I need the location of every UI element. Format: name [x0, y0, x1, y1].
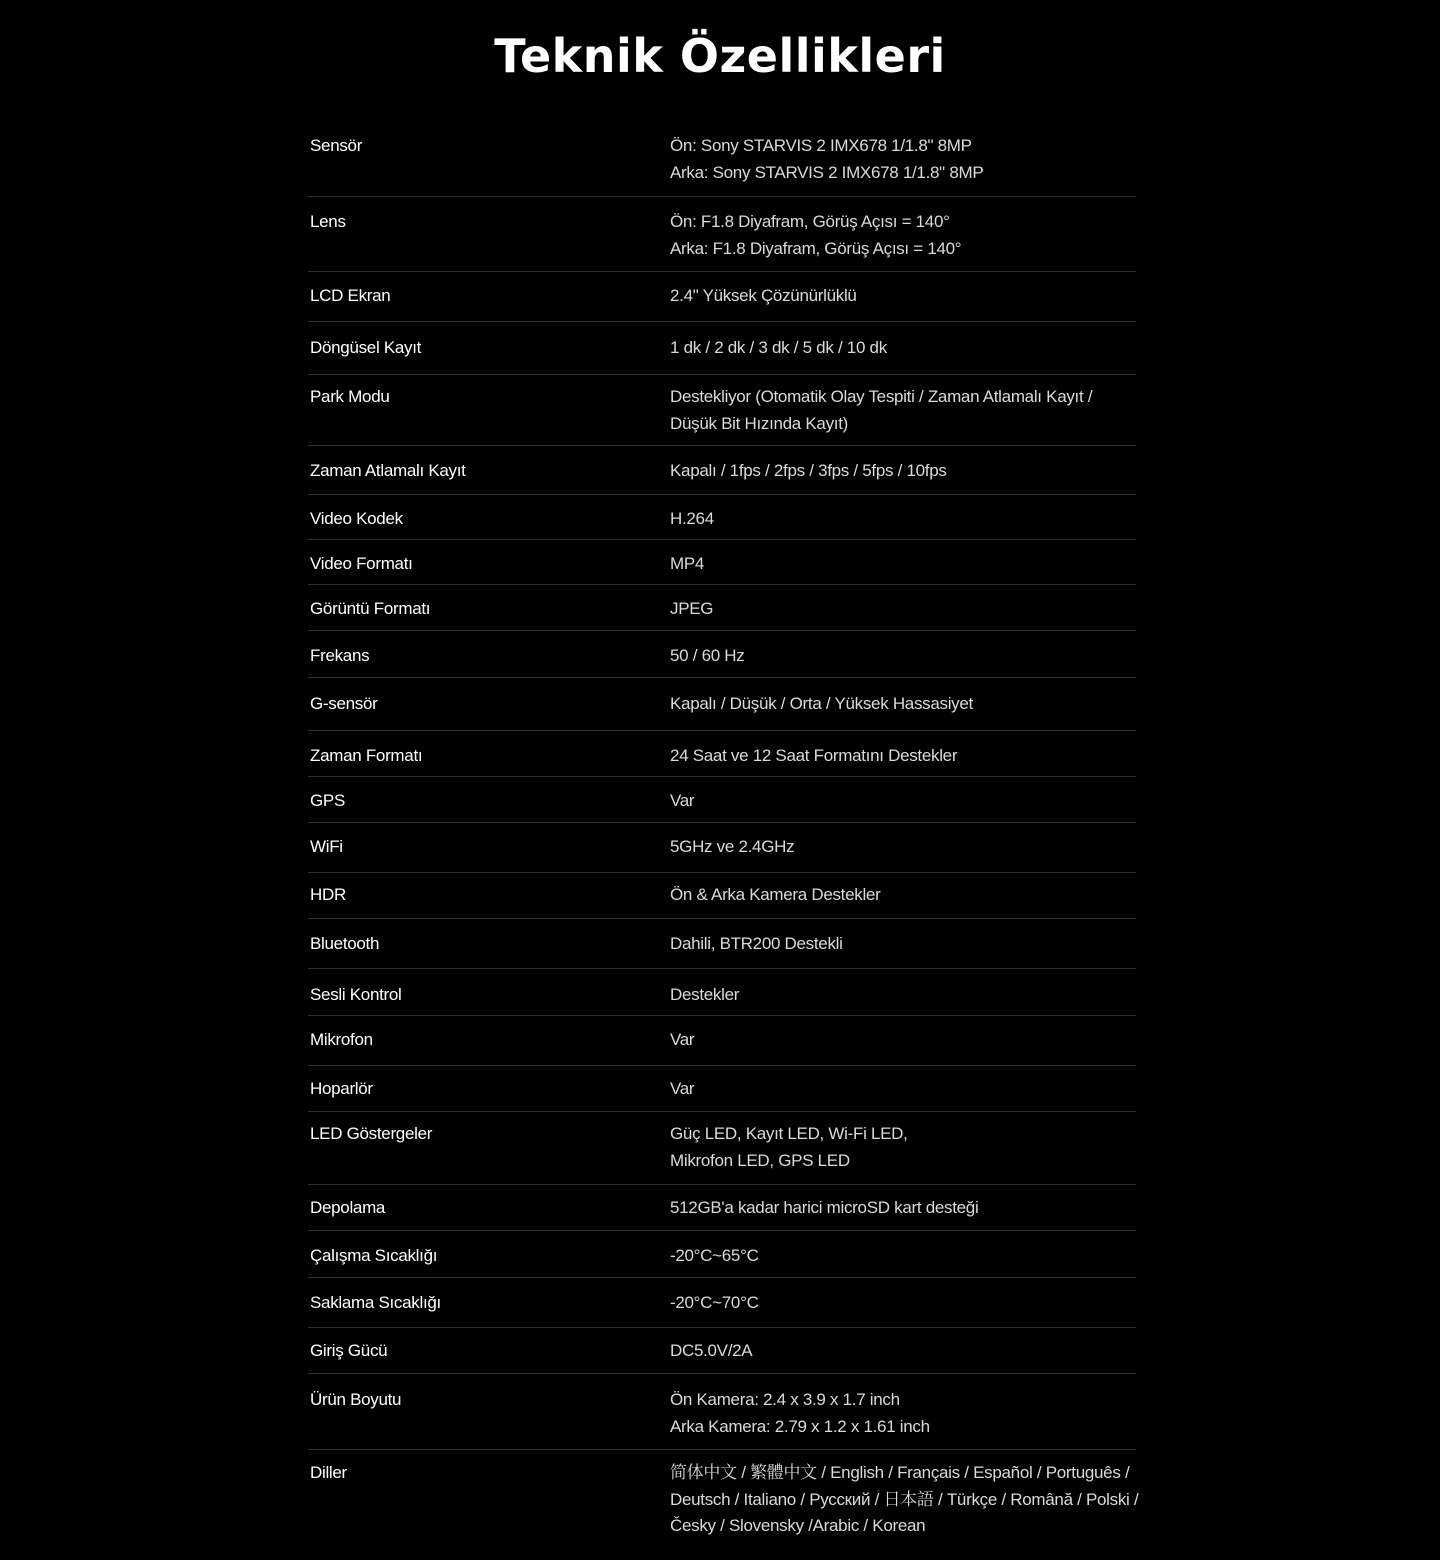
spec-label: Saklama Sıcaklığı [310, 1293, 441, 1312]
spec-value: MP4 [670, 554, 705, 573]
spec-row [308, 631, 1136, 678]
spec-row [308, 1016, 1136, 1066]
spec-table [308, 120, 1139, 1560]
spec-label: Sensör [310, 136, 363, 155]
spec-label: Zaman Atlamalı Kayıt [310, 461, 466, 480]
spec-label: Çalışma Sıcaklığı [310, 1246, 438, 1265]
spec-value: 512GB'a kadar harici microSD kart desteği [670, 1198, 979, 1217]
spec-row [308, 731, 1136, 777]
spec-value: Dahili, BTR200 Destekli [670, 934, 843, 953]
spec-value: Güç LED, Kayıt LED, Wi-Fi LED, Mikrofon LED, GPS LED [670, 1124, 908, 1170]
spec-value: Var [670, 791, 695, 810]
spec-value: Kapalı / 1fps / 2fps / 3fps / 5fps / 10fps [670, 461, 947, 480]
spec-label: Zaman Formatı [310, 746, 423, 765]
spec-value: Ön Kamera: 2.4 x 3.9 x 1.7 inch Arka Kamera: 2.79 x 1.2 x 1.61 inch [670, 1390, 930, 1436]
spec-label: Ürün Boyutu [310, 1390, 402, 1409]
spec-row [308, 1374, 1136, 1450]
spec-value: Destekler [670, 985, 740, 1004]
spec-value: Ön & Arka Kamera Destekler [670, 885, 881, 904]
spec-row [308, 197, 1136, 272]
spec-row [308, 446, 1136, 495]
spec-label: Görüntü Formatı [310, 599, 431, 618]
spec-row [308, 777, 1136, 823]
spec-row [308, 823, 1136, 873]
spec-row [308, 1185, 1136, 1231]
spec-value: -20°C~65°C [670, 1246, 759, 1265]
page-title: Teknik Özellikleri [494, 29, 946, 83]
spec-value: 50 / 60 Hz [670, 646, 745, 665]
spec-label: Depolama [310, 1198, 386, 1217]
spec-label: Bluetooth [310, 934, 380, 953]
spec-row [308, 873, 1136, 919]
spec-label: GPS [310, 791, 346, 810]
spec-value: 1 dk / 2 dk / 3 dk / 5 dk / 10 dk [670, 338, 887, 357]
spec-row [308, 1112, 1136, 1185]
spec-value: Ön: Sony STARVIS 2 IMX678 1/1.8" 8MP Arka: Sony STARVIS 2 IMX678 1/1.8" 8MP [670, 136, 984, 182]
spec-value: DC5.0V/2A [670, 1341, 753, 1360]
spec-label: G-sensör [310, 694, 378, 713]
spec-label: Video Kodek [310, 509, 403, 528]
spec-label: LED Göstergeler [310, 1124, 433, 1143]
spec-label: Sesli Kontrol [310, 985, 402, 1004]
spec-value: 简体中文 / 繁體中文 / English / Français / Español / Português / Deutsch / Italiano / Русский / 日本語 / Türkçe / Română / Polski / Česky / Slovensky /Arabic / Korean [670, 1463, 1139, 1535]
spec-row [308, 540, 1136, 585]
spec-label: Park Modu [310, 387, 390, 406]
spec-value: -20°C~70°C [670, 1293, 759, 1312]
spec-value: 2.4" Yüksek Çözünürlüklü [670, 286, 857, 305]
spec-row [308, 120, 1136, 197]
spec-label: Hoparlör [310, 1079, 373, 1098]
spec-value: Ön: F1.8 Diyafram, Görüş Açısı = 140° Arka: F1.8 Diyafram, Görüş Açısı = 140° [670, 212, 962, 258]
spec-label: Döngüsel Kayıt [310, 338, 422, 357]
spec-row [308, 969, 1136, 1016]
spec-row [308, 919, 1136, 969]
spec-label: Lens [310, 212, 346, 231]
spec-row [308, 375, 1136, 446]
spec-label: LCD Ekran [310, 286, 391, 305]
spec-label: Diller [310, 1463, 347, 1482]
spec-value: Var [670, 1079, 695, 1098]
spec-row [308, 1278, 1136, 1328]
spec-row [308, 1066, 1136, 1112]
spec-value: 5GHz ve 2.4GHz [670, 837, 795, 856]
spec-label: Video Formatı [310, 554, 413, 573]
spec-label: Mikrofon [310, 1030, 373, 1049]
spec-value: JPEG [670, 599, 714, 618]
spec-label: Frekans [310, 646, 370, 665]
spec-label: Giriş Gücü [310, 1341, 388, 1360]
spec-value: 24 Saat ve 12 Saat Formatını Destekler [670, 746, 958, 765]
spec-label: WiFi [310, 837, 343, 856]
spec-value: H.264 [670, 509, 714, 528]
spec-row [308, 1231, 1136, 1278]
spec-value: Var [670, 1030, 695, 1049]
spec-row [308, 678, 1136, 731]
spec-value: Kapalı / Düşük / Orta / Yüksek Hassasiyet [670, 694, 973, 713]
spec-row [308, 585, 1136, 631]
spec-row [308, 272, 1136, 322]
spec-row [308, 322, 1136, 375]
spec-row [308, 1328, 1136, 1374]
spec-row [308, 1450, 1139, 1560]
spec-value: Destekliyor (Otomatik Olay Tespiti / Zaman Atlamalı Kayıt / Düşük Bit Hızında Kayıt) [670, 387, 1093, 433]
spec-row [308, 495, 1136, 540]
spec-label: HDR [310, 885, 346, 904]
